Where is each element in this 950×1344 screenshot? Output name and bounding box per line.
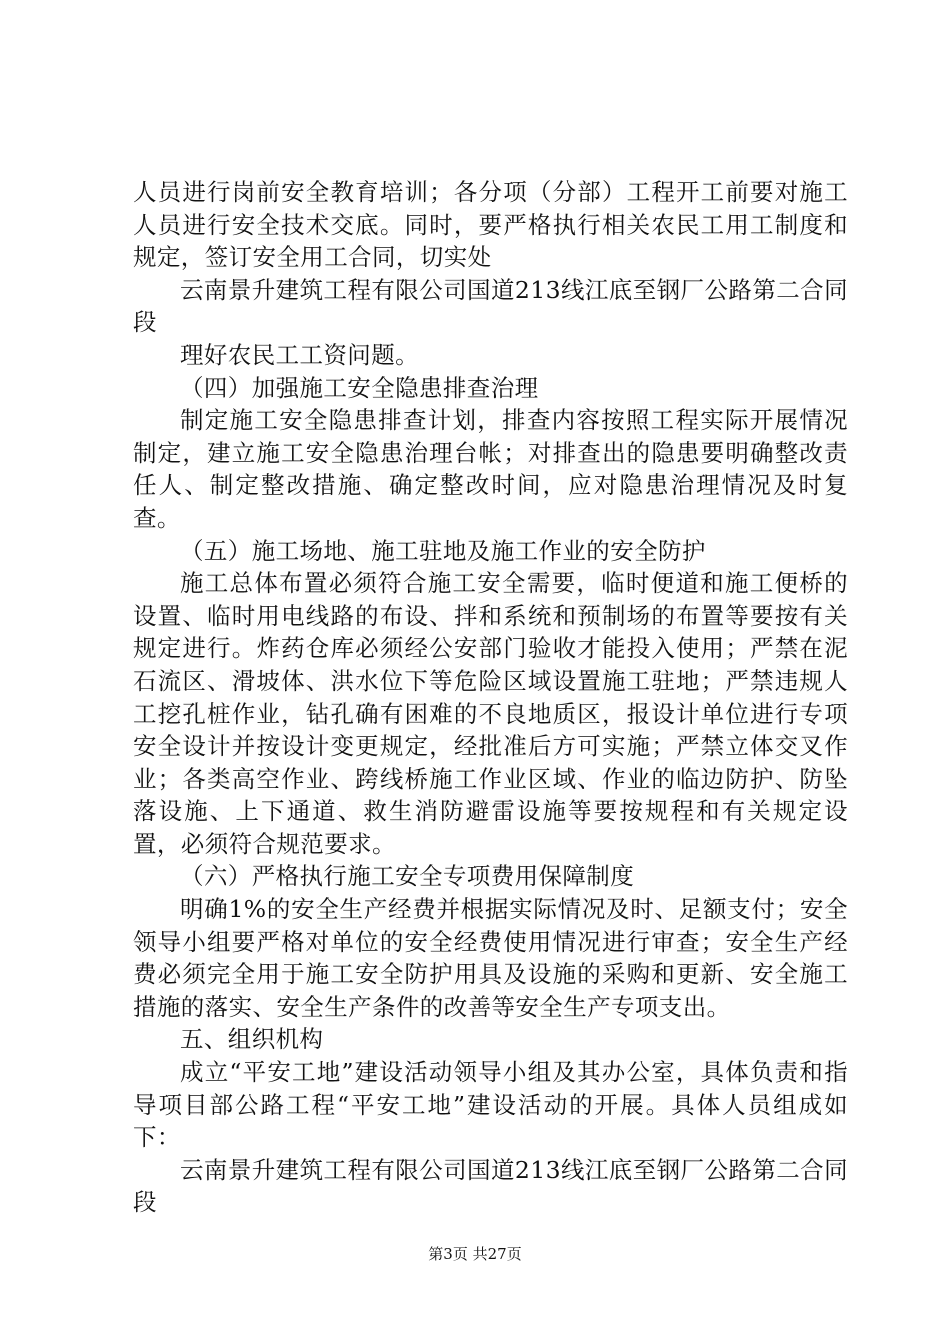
paragraph: 人员进行岗前安全教育培训；各分项（分部）工程开工前要对施工人员进行安全技术交底。同时，要严格执行相关农民工用工制度和规定，签订安全用工合同，切实处	[133, 178, 848, 272]
page-footer: 第3页 共27页	[428, 1245, 522, 1263]
section-heading: （四）加强施工安全隐患排查治理	[180, 373, 539, 402]
paragraph: 成立“平安工地”建设活动领导小组及其办公室，具体负责和指导项目部公路工程“平安工地”建设活动的开展。具体人员组成如下：	[133, 1058, 848, 1152]
paragraph-header-note: 云南景升建筑工程有限公司国道213线江底至钢厂公路第二合同段	[133, 275, 848, 337]
section-heading: （五）施工场地、施工驻地及施工作业的安全防护	[180, 536, 706, 565]
document-body	[133, 176, 848, 1219]
paragraph: 施工总体布置必须符合施工安全需要，临时便道和施工便桥的设置、临时用电线路的布设、拌和系统和预制场的布置等要按有关规定进行。炸药仓库必须经公安部门验收才能投入使用；严禁在泥石流区、滑坡体、洪水位下等危险区域设置施工驻地；严禁违规人工挖孔桩作业，钻孔确有困难的不良地质区，报设计单位进行专项安全设计并按设计变更规定，经批准后方可实施；严禁立体交叉作业；各类高空作业、跨线桥施工作业区域、作业的临边防护、防坠落设施、上下通道、救生消防避雷设施等要按规程和有关规定设置，必须符合规范要求。	[133, 569, 848, 858]
paragraph: 制定施工安全隐患排查计划，排查内容按照工程实际开展情况制定，建立施工安全隐患治理台帐；对排查出的隐患要明确整改责任人、制定整改措施、确定整改时间，应对隐患治理情况及时复查。	[133, 406, 848, 532]
paragraph-header-note: 云南景升建筑工程有限公司国道213线江底至钢厂公路第二合同段	[133, 1155, 848, 1217]
paragraph: 理好农民工工资问题。	[180, 340, 419, 369]
section-heading: （六）严格执行施工安全专项费用保障制度	[180, 862, 635, 891]
paragraph: 明确1%的安全生产经费并根据实际情况及时、足额支付；安全领导小组要严格对单位的安全经费使用情况进行审查；安全生产经费必须完全用于施工安全防护用具及设施的采购和更新、安全施工措施的落实、安全生产条件的改善等安全生产专项支出。	[133, 895, 848, 1021]
section-heading: 五、组织机构	[180, 1025, 324, 1054]
